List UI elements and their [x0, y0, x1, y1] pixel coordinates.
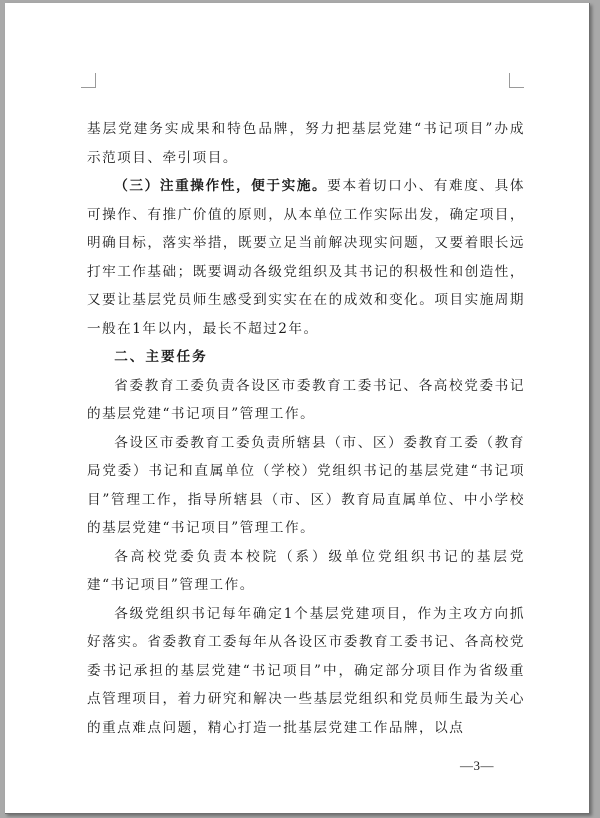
section-3-heading: （三）注重操作性，便于实施。 — [114, 178, 328, 194]
crop-mark-top-left — [81, 73, 96, 88]
task-paragraph-3: 各高校党委负责本校院（系）级单位党组织书记的基层党建“书记项目”管理工作。 — [87, 548, 525, 593]
task-paragraph-1: 省委教育工委负责各设区市委教育工委书记、各高校党委书记的基层党建“书记项目”管理工作。 — [87, 377, 525, 422]
page-body — [87, 115, 525, 742]
page-number: —3— — [460, 758, 494, 773]
crop-mark-top-right — [509, 73, 524, 88]
section-heading-main-tasks: 二、主要任务 — [114, 349, 208, 365]
task-paragraph-2: 各设区市委教育工委负责所辖县（市、区）委教育工委（教育局党委）书记和直属单位（学校）党组织书记的基层党建“书记项目”管理工作，指导所辖县（市、区）教育局直属单位、中小学校的基层党建“书记项目”管理工作。 — [87, 434, 525, 536]
task-paragraph-4: 各级党组织书记每年确定1个基层党建项目，作为主攻方向抓好落实。省委教育工委每年从各设区市委教育工委书记、各高校党委书记承担的基层党建“书记项目”中，确定部分项目作为省级重点管理项目，着力研究和解决一些基层党组织和党员师生最为关心的重点难点问题，精心打造一批基层党建工作品牌，以点 — [87, 605, 525, 736]
continuation-paragraph: 基层党建务实成果和特色品牌，努力把基层党建“书记项目”办成示范项目、牵引项目。 — [87, 121, 525, 166]
section-3-paragraph — [87, 172, 525, 343]
section-3-text: 要本着切口小、有难度、具体可操作、有推广价值的原则，从本单位工作实际出发，确定项目，明确目标，落实举措，既要立足当前解决现实问题，又要着眼长远打牢工作基础；既要调动各级党组织及其书记的积极性和创造性，又要让基层党员师生感受到实实在在的成效和变化。项目实施周期一般在1年以内，最长不超过2年。 — [87, 178, 525, 337]
